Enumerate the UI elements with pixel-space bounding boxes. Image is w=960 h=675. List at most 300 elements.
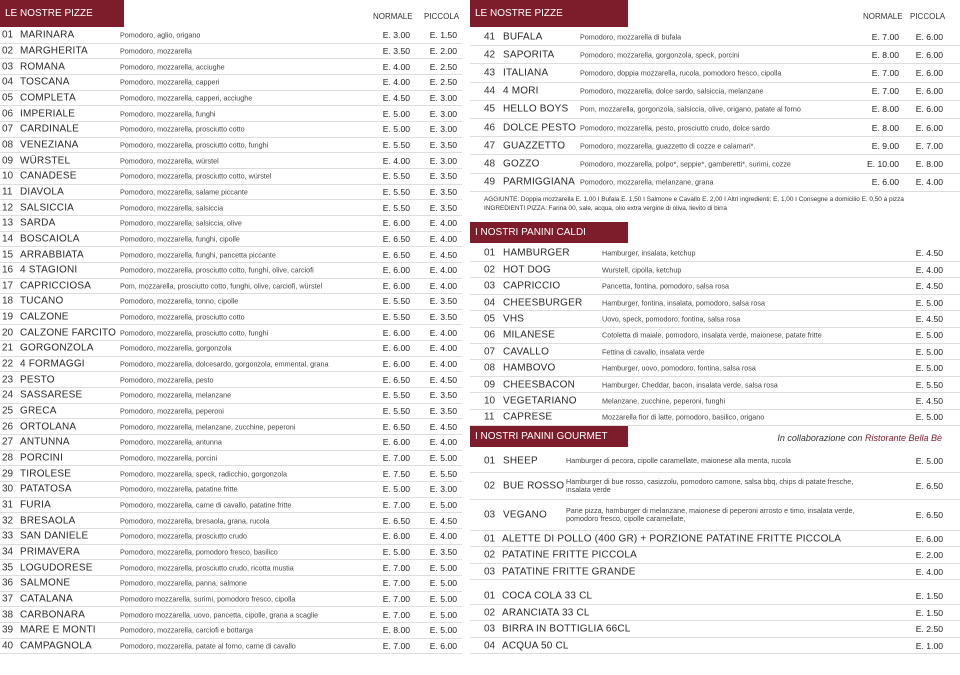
- price-normale: E. 7.00: [382, 578, 410, 589]
- item-description: Hamburger, Cheddar, bacon, insalata verde, salsa rosa: [602, 380, 778, 389]
- price: E. 5.00: [915, 456, 943, 467]
- item-description: Pomodoro, mozzarella, guazzetto di cozze e calamari*.: [580, 141, 756, 151]
- left-column: [0, 0, 462, 654]
- pizza-row: [0, 247, 462, 263]
- item-name: CHEESBURGER: [503, 297, 583, 309]
- pizza-row: [0, 451, 462, 467]
- panini-gourmet-header: [470, 426, 960, 451]
- item-description: Pomodoro, mozzarella, prosciutto cotto, würstel: [120, 171, 272, 181]
- item-name: VEGANO: [503, 509, 547, 521]
- item-description: Pancetta, fontina, pomodoro, salsa rosa: [602, 281, 730, 291]
- item-description: Pomodoro, mozzarella, pesto: [120, 375, 214, 385]
- pizza-row: [0, 498, 462, 514]
- item-number: 01: [2, 29, 14, 41]
- price-piccola: E. 5.00: [429, 453, 457, 464]
- item-description: Pomodoro, mozzarella, speck, radicchio, gorgonzola: [120, 469, 287, 479]
- item-name: CHEESBACON: [503, 379, 576, 390]
- price-normale: E. 9.00: [871, 140, 899, 151]
- item-description: Pomodoro, mozzarella, capperi: [120, 77, 220, 87]
- item-name: SAPORITA: [503, 49, 555, 61]
- price: E. 1.00: [915, 640, 943, 651]
- item-number: 01: [484, 455, 496, 467]
- price-normale: E. 6.50: [382, 249, 410, 260]
- item-name: MARGHERITA: [20, 45, 88, 57]
- price-piccola: E. 5.00: [429, 500, 457, 511]
- item-number: 02: [2, 45, 14, 57]
- price-normale: E. 5.50: [382, 390, 410, 401]
- item-number: 08: [484, 362, 496, 374]
- item-number: 10: [484, 395, 496, 407]
- item-number: 26: [2, 421, 14, 433]
- item-description: Pomodoro, mozzarella, gorgonzola, speck, porcini: [580, 50, 740, 60]
- item-number: 02: [484, 480, 496, 492]
- item-number: 39: [2, 624, 14, 636]
- item-name: CARBONARA: [20, 609, 86, 621]
- price: E. 2.00: [915, 550, 943, 561]
- price-normale: E. 7.00: [871, 31, 899, 42]
- item-name: PESTO: [20, 374, 55, 386]
- section-title-pizze: LE NOSTRE PIZZE: [0, 0, 124, 27]
- item-description: Pomodoro, aglio, origano: [120, 30, 201, 40]
- item-name: LOGUDORESE: [20, 562, 93, 574]
- item-description: Pomodoro, mozzarella, funghi, cipolle: [120, 234, 240, 244]
- item-number: 31: [2, 499, 14, 511]
- pizza-row: [0, 623, 462, 639]
- pizza-list-right: [470, 28, 960, 192]
- item-number: 11: [2, 186, 13, 198]
- item-name: ANTUNNA: [20, 436, 70, 448]
- col-piccola-2: PICCOLA: [910, 12, 946, 21]
- item-description: Pomodoro, mozzarella, pesto, prosciutto crudo, dolce sardo: [580, 123, 770, 133]
- item-name: GUAZZETTO: [503, 140, 566, 152]
- item-name: ALETTE DI POLLO (400 GR) + PORZIONE PATATINE FRITTE PICCOLA: [502, 533, 842, 545]
- item-name: MARE E MONTI: [20, 624, 96, 636]
- item-number: 46: [484, 122, 496, 134]
- price-normale: E. 5.50: [382, 202, 410, 213]
- item-name: PORCINI: [20, 452, 64, 464]
- item-description: Pomodoro, mozzarella, melanzane, grana: [580, 177, 714, 187]
- pizza-row: [0, 592, 462, 608]
- item-name: BIRRA IN BOTTIGLIA 66CL: [502, 623, 631, 635]
- item-number: 09: [484, 379, 496, 390]
- extra-row: [470, 547, 960, 564]
- item-number: 13: [2, 217, 14, 229]
- price: E. 5.00: [915, 297, 943, 308]
- item-number: 11: [484, 411, 495, 423]
- price-normale: E. 5.50: [382, 186, 410, 197]
- item-name: CANADESE: [20, 170, 77, 182]
- price-piccola: E. 3.50: [429, 312, 457, 323]
- item-name: PATATINE FRITTE GRANDE: [502, 566, 636, 578]
- price-piccola: E. 6.00: [915, 31, 943, 42]
- item-description: Pomodoro, mozzarella, patate al forno, carne di cavallo: [120, 641, 296, 651]
- pizza-row: [0, 294, 462, 310]
- price-piccola: E. 3.00: [429, 124, 457, 135]
- price-normale: E. 8.00: [871, 49, 899, 60]
- item-number: 38: [2, 609, 14, 621]
- item-name: TOSCANA: [20, 76, 70, 88]
- item-name: 4 STAGIONI: [20, 264, 78, 276]
- pizza-row: [0, 639, 462, 655]
- item-number: 49: [484, 176, 496, 188]
- price-normale: E. 5.50: [382, 296, 410, 307]
- price-piccola: E. 4.00: [429, 218, 457, 229]
- price-normale: E. 7.00: [382, 640, 410, 651]
- item-description: Pomodoro, mozzarella, panna, salmone: [120, 578, 248, 588]
- panino-row: [470, 328, 960, 344]
- item-name: VEGETARIANO: [503, 395, 577, 407]
- pizza-row: [0, 138, 462, 154]
- item-number: 42: [484, 49, 496, 61]
- price-piccola: E. 5.00: [429, 625, 457, 636]
- item-name: TUCANO: [20, 295, 64, 307]
- pizza-row: [0, 576, 462, 592]
- item-name: SALSICCIA: [20, 202, 75, 214]
- item-description: Hamburger, fontina, insalata, pomodoro, salsa rosa: [602, 298, 766, 308]
- item-name: CARDINALE: [20, 123, 80, 135]
- price-normale: E. 6.00: [382, 531, 410, 542]
- item-description: Melanzane, zucchine, peperoni, funghi: [602, 396, 726, 406]
- item-number: 22: [2, 358, 14, 370]
- panino-row: [470, 311, 960, 327]
- price-normale: E. 5.50: [382, 406, 410, 417]
- item-description: Pomodoro, mozzarella, prosciutto cotto, funghi, olive, carciofi: [120, 265, 314, 275]
- aggiunte-text: AGGIUNTE: Doppia mozzarella E. 1,00 I Bufala E. 1,50 I Salmone e Cavallo E. 2,00 I Altri ingredienti: E. 1,00 I Consegne a domicilio E. 0,50 a pizza: [484, 195, 904, 203]
- price-piccola: E. 3.00: [429, 155, 457, 166]
- price-piccola: E. 3.50: [429, 139, 457, 150]
- price-normale: E. 6.00: [382, 327, 410, 338]
- pizza-row: [0, 560, 462, 576]
- item-name: CATALANA: [20, 593, 73, 605]
- price-piccola: E. 2.50: [429, 61, 457, 72]
- item-number: 14: [2, 233, 14, 245]
- item-description: Pomodoro, mozzarella: [120, 46, 192, 56]
- panino-row: [470, 410, 960, 426]
- price-piccola: E. 3.50: [429, 186, 457, 197]
- item-name: IMPERIALE: [20, 108, 76, 120]
- section-title-pizze-2: LE NOSTRE PIZZE: [470, 0, 628, 27]
- price-normale: E. 10.00: [866, 158, 899, 169]
- item-number: 40: [2, 640, 14, 652]
- item-number: 05: [484, 313, 496, 325]
- price-piccola: E. 4.50: [429, 374, 457, 385]
- price-normale: E. 6.50: [382, 515, 410, 526]
- item-number: 05: [2, 92, 14, 104]
- pizza-row: [0, 122, 462, 138]
- right-column: [470, 0, 960, 654]
- item-number: 12: [2, 202, 14, 214]
- item-description: Hamburger di pecora, cipolle caramellate, maionese alla menta, rucola: [566, 456, 791, 466]
- item-number: 48: [484, 158, 496, 170]
- price: E. 5.00: [915, 346, 943, 357]
- ingredienti-text: INGREDIENTI PIZZA: Farina 00, sale, acqua, olio extra vergine di oliva, lievito di birra: [484, 204, 727, 212]
- price-normale: E. 8.00: [382, 625, 410, 636]
- item-description: Pomodoro, mozzarella, acciughe: [120, 62, 225, 72]
- item-name: GOZZO: [503, 158, 540, 170]
- item-name: CAVALLO: [503, 346, 550, 358]
- price-normale: E. 7.00: [382, 609, 410, 620]
- item-number: 09: [2, 155, 14, 167]
- panini-gourmet-list: [470, 451, 960, 531]
- price-piccola: E. 4.00: [429, 327, 457, 338]
- gourmet-row: [470, 500, 960, 531]
- price: E. 1.50: [915, 607, 943, 618]
- price-normale: E. 6.00: [382, 218, 410, 229]
- price-normale: E. 7.00: [382, 593, 410, 604]
- pizza-row: [0, 419, 462, 435]
- item-description: Pomodoro, mozzarella, carne di cavallo, patatine fritte: [120, 500, 292, 510]
- item-description: Pomodoro, mozzarella di bufala: [580, 32, 682, 42]
- item-description: Pomodoro, mozzarella, antunna: [120, 437, 222, 447]
- pizza-row: [0, 200, 462, 216]
- item-name: BUFALA: [503, 31, 543, 43]
- price-normale: E. 5.50: [382, 139, 410, 150]
- item-description: Pomodoro, mozzarella, funghi, pancetta piccante: [120, 250, 276, 260]
- item-number: 19: [2, 311, 14, 323]
- item-description: Uovo, speck, pomodoro, fontina, salsa rosa: [602, 314, 741, 324]
- item-name: 4 MORI: [503, 85, 539, 97]
- item-description: Pane pizza, hamburger di melanzane, maionese di peperoni arrosto e timo, insalata verde, pomodoro fresco, cipolle caramellate,: [566, 505, 855, 523]
- pizza-row: [0, 263, 462, 279]
- item-number: 03: [484, 509, 496, 521]
- item-number: 47: [484, 140, 496, 152]
- item-description: Pomodoro, mozzarella, prosciutto cotto: [120, 124, 245, 134]
- item-name: HELLO BOYS: [503, 103, 569, 115]
- item-name: ARANCIATA 33 CL: [502, 607, 590, 619]
- pizza-row: [470, 137, 960, 155]
- item-number: 45: [484, 103, 496, 115]
- item-name: 4 FORMAGGI: [20, 358, 85, 370]
- pizza-row: [0, 404, 462, 420]
- item-number: 36: [2, 577, 14, 589]
- price-normale: E. 6.00: [382, 437, 410, 448]
- price: E. 6.50: [915, 509, 943, 520]
- pizze-header-left: [0, 0, 462, 28]
- price-normale: E. 5.00: [382, 108, 410, 119]
- item-name: ROMANA: [20, 61, 66, 73]
- item-description: Pomodoro, mozzarella, gorgonzola: [120, 343, 232, 353]
- item-name: PATATOSA: [20, 483, 72, 495]
- price-piccola: E. 3.00: [429, 484, 457, 495]
- item-description: Pomodoro, mozzarella, würstel: [120, 156, 219, 166]
- item-name: ITALIANA: [503, 67, 549, 79]
- item-number: 04: [2, 76, 14, 88]
- pizza-row: [0, 482, 462, 498]
- item-number: 25: [2, 405, 14, 417]
- item-description: Hamburger, insalata, ketchup: [602, 248, 696, 258]
- item-name: SALMONE: [20, 577, 71, 589]
- drink-row: [470, 588, 960, 605]
- pizza-row: [0, 75, 462, 91]
- panino-row: [470, 262, 960, 278]
- item-number: 24: [2, 389, 14, 401]
- item-number: 08: [2, 139, 14, 151]
- item-description: Pomodoro mozzarella, surimi, pomodoro fresco, cipolla: [120, 594, 296, 604]
- item-name: FURIA: [20, 499, 51, 511]
- item-name: GRECA: [20, 405, 57, 417]
- pizza-row: [0, 545, 462, 561]
- item-description: Pomodoro, mozzarella, dolce sardo, salsiccia, melanzane: [580, 86, 764, 96]
- item-number: 04: [484, 640, 496, 652]
- item-description: Pomodoro, mozzarella, melanzane: [120, 390, 232, 400]
- item-description: Pomodoro mozzarella, uovo, pancetta, cipolle, grana a scaglie: [120, 610, 319, 620]
- price-normale: E. 6.00: [871, 177, 899, 188]
- item-number: 02: [484, 264, 496, 276]
- item-name: ORTOLANA: [20, 421, 77, 433]
- price: E. 4.50: [915, 281, 943, 292]
- item-description: Hamburger, uovo, pomodoro, fontina, salsa rosa: [602, 363, 756, 373]
- pizza-row: [0, 341, 462, 357]
- item-name: CAPRESE: [503, 411, 553, 423]
- price-piccola: E. 4.00: [429, 437, 457, 448]
- item-number: 06: [2, 108, 14, 120]
- price: E. 4.50: [915, 313, 943, 324]
- price-normale: E. 5.50: [382, 312, 410, 323]
- price-normale: E. 6.50: [382, 233, 410, 244]
- pizza-row: [470, 101, 960, 119]
- pizza-row: [0, 529, 462, 545]
- price-piccola: E. 2.50: [429, 77, 457, 88]
- item-description: Pomodoro, mozzarella, capperi, acciughe: [120, 93, 253, 103]
- item-number: 35: [2, 562, 14, 574]
- bevande-list: [470, 588, 960, 654]
- item-description: Pomodoro, mozzarella, patatine fritte: [120, 484, 238, 494]
- item-number: 03: [484, 280, 496, 292]
- item-description: Pomodoro, mozzarella, pomodoro fresco, basilico: [120, 547, 278, 557]
- item-number: 37: [2, 593, 14, 605]
- item-name: CAMPAGNOLA: [20, 640, 92, 652]
- price-piccola: E. 4.50: [429, 421, 457, 432]
- price-normale: E. 7.00: [871, 67, 899, 78]
- pizza-row: [470, 155, 960, 173]
- price: E. 2.50: [915, 624, 943, 635]
- extra-row: [470, 564, 960, 581]
- price-piccola: E. 3.00: [429, 92, 457, 103]
- price-piccola: E. 3.50: [429, 546, 457, 557]
- gourmet-row: [470, 451, 960, 473]
- item-name: MILANESE: [503, 329, 556, 341]
- gourmet-row: [470, 473, 960, 500]
- price: E. 6.50: [915, 480, 943, 491]
- pizza-row: [0, 28, 462, 44]
- price-normale: E. 3.50: [382, 45, 410, 56]
- item-number: 32: [2, 515, 14, 527]
- price-normale: E. 4.00: [382, 61, 410, 72]
- price: E. 1.50: [915, 591, 943, 602]
- price-piccola: E. 4.00: [429, 280, 457, 291]
- panini-caldi-header: [470, 222, 960, 246]
- item-description: Hamburger di bue rosso, casizzolu, pomodoro camone, salsa bbq, chips di patate fresche, insalata verde: [566, 476, 854, 494]
- item-number: 07: [484, 346, 496, 358]
- item-number: 02: [484, 549, 496, 561]
- price-piccola: E. 3.50: [429, 390, 457, 401]
- price-normale: E. 5.00: [382, 546, 410, 557]
- price-piccola: E. 3.50: [429, 202, 457, 213]
- panino-row: [470, 360, 960, 376]
- item-name: HAMBOVO: [503, 362, 556, 374]
- price: E. 4.50: [915, 248, 943, 259]
- price: E. 4.00: [915, 264, 943, 275]
- price: E. 5.00: [915, 412, 943, 423]
- item-name: DIAVOLA: [20, 186, 65, 198]
- panino-row: [470, 393, 960, 409]
- item-number: 10: [2, 170, 14, 182]
- item-name: ARRABBIATA: [20, 249, 84, 261]
- price-piccola: E. 3.00: [429, 108, 457, 119]
- extra-row: [470, 531, 960, 548]
- price-normale: E. 4.00: [382, 155, 410, 166]
- item-description: Pomodoro, mozzarella, tonno, cipolle: [120, 296, 239, 306]
- item-number: 03: [484, 623, 496, 635]
- section-title-panini-gourmet: I NOSTRI PANINI GOURMET: [470, 426, 628, 447]
- spacer: [470, 580, 960, 588]
- price-normale: E. 3.00: [382, 30, 410, 41]
- item-number: 43: [484, 67, 496, 79]
- price-piccola: E. 6.00: [915, 122, 943, 133]
- panino-row: [470, 344, 960, 360]
- price-normale: E. 6.00: [382, 280, 410, 291]
- item-name: SHEEP: [503, 455, 538, 467]
- pizza-row: [470, 46, 960, 64]
- pizza-row: [0, 607, 462, 623]
- item-number: 34: [2, 546, 14, 558]
- item-number: 02: [484, 607, 496, 619]
- pizza-row: [0, 357, 462, 373]
- item-number: 21: [2, 342, 14, 354]
- item-name: ACQUA 50 CL: [502, 640, 569, 652]
- price-piccola: E. 4.50: [429, 515, 457, 526]
- item-description: Pomodoro, mozzarella, prosciutto cotto: [120, 312, 245, 322]
- price: E. 4.50: [915, 395, 943, 406]
- item-description: Pomodoro, mozzarella, salame piccante: [120, 187, 248, 197]
- col-normale: NORMALE: [373, 12, 413, 21]
- drink-row: [470, 621, 960, 638]
- pizza-list-left: [0, 28, 462, 654]
- pizza-row: [0, 44, 462, 60]
- price-normale: E. 6.00: [382, 359, 410, 370]
- item-name: BUE ROSSO: [503, 480, 565, 492]
- pizza-row: [0, 216, 462, 232]
- item-description: Mozzarella fior di latte, pomodoro, basilico, origano: [602, 412, 765, 422]
- price-normale: E. 7.00: [382, 500, 410, 511]
- item-name: COMPLETA: [20, 92, 76, 104]
- pizza-row: [0, 185, 462, 201]
- pizza-row: [0, 91, 462, 107]
- price-piccola: E. 4.00: [429, 531, 457, 542]
- extras-list: [470, 531, 960, 581]
- aggiunte-box: [470, 192, 960, 222]
- price-piccola: E. 4.00: [429, 233, 457, 244]
- price-normale: E. 6.50: [382, 374, 410, 385]
- item-description: Pomodoro, mozzarella, salsiccia: [120, 203, 224, 213]
- pizza-row: [0, 169, 462, 185]
- item-description: Pomodoro, mozzarella, dolcesardo, gorgonzola, emmental, grana: [120, 359, 329, 369]
- price-piccola: E. 4.00: [429, 343, 457, 354]
- price-normale: E. 8.00: [871, 122, 899, 133]
- item-name: PATATINE FRITTE PICCOLA: [502, 549, 637, 561]
- pizza-row: [470, 64, 960, 82]
- price-normale: E. 7.50: [382, 468, 410, 479]
- item-name: VHS: [503, 313, 525, 325]
- price-piccola: E. 4.00: [429, 265, 457, 276]
- price-piccola: E. 4.00: [429, 359, 457, 370]
- item-name: BRESAOLA: [20, 515, 76, 527]
- price-normale: E. 6.50: [382, 421, 410, 432]
- price-normale: E. 4.00: [382, 77, 410, 88]
- item-number: 29: [2, 468, 14, 480]
- panino-row: [470, 278, 960, 294]
- item-number: 06: [484, 329, 496, 341]
